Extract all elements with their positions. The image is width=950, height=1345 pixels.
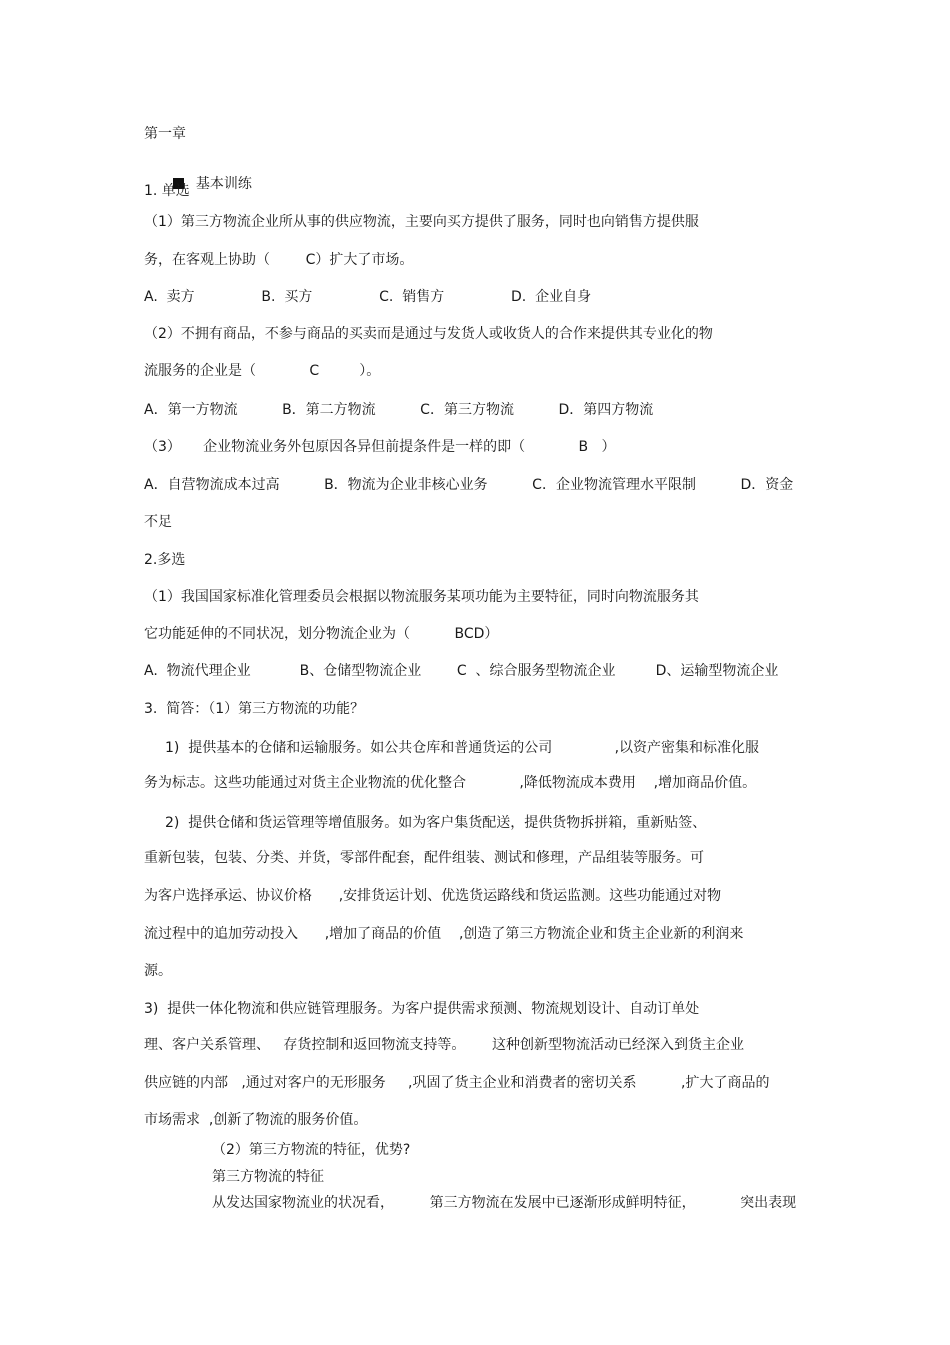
text-line: 为客户选择承运、协议价格 ,安排货运计划、优选货运路线和货运监测。这些功能通过对物 (144, 888, 722, 904)
text-line: （2）第三方物流的特征，优势? (212, 1142, 411, 1158)
chapter-title: 第一章 (144, 126, 186, 142)
text-line: A．自营物流成本过高 B．物流为企业非核心业务 C．企业物流管理水平限制 D．资金 (144, 477, 794, 493)
text-line: 流过程中的追加劳动投入 ,增加了商品的价值 ,创造了第三方物流企业和货主企业新的利润来 (144, 926, 744, 942)
text-line: 重新包装，包装、分类、并货，零部件配套，配件组装、测试和修理，产品组装等服务。可 (144, 850, 704, 866)
text-line: 务为标志。这些功能通过对货主企业物流的优化整合 ,降低物流成本费用 ,增加商品价值。 (144, 775, 757, 791)
section-label: 基本训练 (195, 176, 252, 192)
text-line: 1. 单选 (144, 183, 190, 199)
text-line: 不足 (144, 514, 172, 530)
text-line: 1) 提供基本的仓储和运输服务。如公共仓库和普通货运的公司 ,以资产密集和标准化服 (165, 740, 760, 756)
text-line: （1）第三方物流企业所从事的供应物流，主要向买方提供了服务，同时也向销售方提供服 (144, 214, 699, 230)
text-line: A．第一方物流 B．第二方物流 C．第三方物流 D．第四方物流 (144, 402, 654, 418)
text-line: 它功能延伸的不同状况，划分物流企业为（ BCD） (144, 626, 499, 642)
text-line: 2.多选 (144, 552, 186, 568)
text-line: 务，在客观上协助（ C）扩大了市场。 (144, 252, 414, 268)
text-line: 供应链的内部 ,通过对客户的无形服务 ,巩固了货主企业和消费者的密切关系 ,扩大了商品的 (144, 1075, 770, 1091)
text-line: 市场需求 ,创新了物流的服务价值。 (144, 1112, 368, 1128)
text-line: 理、客户关系管理、 存货控制和返回物流支持等。 这种创新型物流活动已经深入到货主企业 (144, 1037, 745, 1053)
text-line: （1）我国国家标准化管理委员会根据以物流服务某项功能为主要特征，同时向物流服务其 (144, 589, 699, 605)
text-line: 流服务的企业是（ C ）。 (144, 363, 381, 379)
text-line: 第三方物流的特征 (212, 1169, 324, 1185)
text-line: （2）不拥有商品，不参与商品的买卖而是通过与发货人或收货人的合作来提供其专业化的物 (144, 326, 713, 342)
text-line: 源。 (144, 963, 172, 979)
text-line: 3. 简答：（1）第三方物流的功能？ (144, 701, 365, 717)
text-line: A. 物流代理企业 B、仓储型物流企业 C 、综合服务型物流企业 D、运输型物流企业 (144, 663, 779, 679)
text-line: 3) 提供一体化物流和供应链管理服务。为客户提供需求预测、物流规划设计、自动订单处 (144, 1001, 700, 1017)
text-line: （3） 企业物流业务外包原因各异但前提条件是一样的即（ B ） (144, 439, 616, 455)
text-line: 2) 提供仓储和货运管理等增值服务。如为客户集货配送，提供货物拆拼箱，重新贴签、 (165, 815, 707, 831)
text-line: A. 卖方 B. 买方 C. 销售方 D. 企业自身 (144, 289, 592, 305)
text-line: 从发达国家物流业的状况看， 第三方物流在发展中已逐渐形成鲜明特征， 突出表现 (212, 1195, 797, 1211)
